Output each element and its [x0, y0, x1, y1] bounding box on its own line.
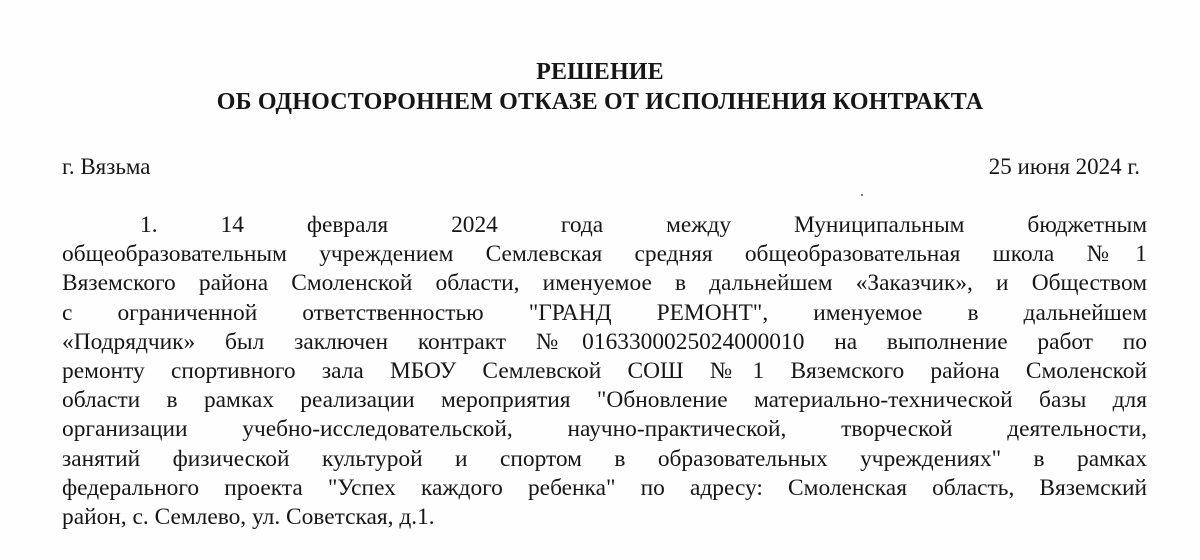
paragraph-1 [62, 211, 1147, 532]
document-title: РЕШЕНИЕ [536, 59, 664, 85]
place-date-line [62, 152, 1140, 182]
paragraph-line: Вяземского района Смоленской области, именуемое в дальнейшем «Заказчик», и Обществом [62, 270, 1147, 297]
document-date: 25 июня 2024 г. [988, 154, 1140, 179]
paragraph-line: 1. 14 февраля 2024 года между Муниципальным бюджетным [140, 212, 1147, 238]
paragraph-line: общеобразовательным учреждением Семлевская средняя общеобразовательная школа №1 [62, 241, 1147, 268]
scan-speck [861, 194, 863, 196]
paragraph-line: занятий физической культурой и спортом в образовательных учреждениях" в рамках [62, 445, 1147, 472]
paragraph-line: с ограниченной ответственностью "ГРАНД РЕМОНТ", именуемое в дальнейшем [62, 299, 1147, 326]
city-label: г. Вязьма [62, 154, 151, 179]
document-subtitle: ОБ ОДНОСТОРОННЕМ ОТКАЗЕ ОТ ИСПОЛНЕНИЯ КОНТРАКТА [216, 89, 984, 115]
paragraph-line: «Подрядчик» был заключен контракт №0163300025024000010 на выполнение работ по [62, 328, 1147, 355]
paragraph-line: организации учебно-исследовательской, научно-практической, творческой деятельности, [62, 416, 1147, 443]
paragraph-line: области в рамках реализации мероприятия "Обновление материально-технической базы для [62, 387, 1147, 414]
paragraph-line: ремонту спортивного зала МБОУ Семлевской СОШ №1 Вяземского района Смоленской [62, 357, 1147, 384]
paragraph-line-last: район, с. Семлево, ул. Советская, д.1. [62, 503, 435, 530]
paragraph-line: федерального проекта "Успех каждого ребенка" по адресу: Смоленская область, Вяземский [62, 474, 1147, 501]
